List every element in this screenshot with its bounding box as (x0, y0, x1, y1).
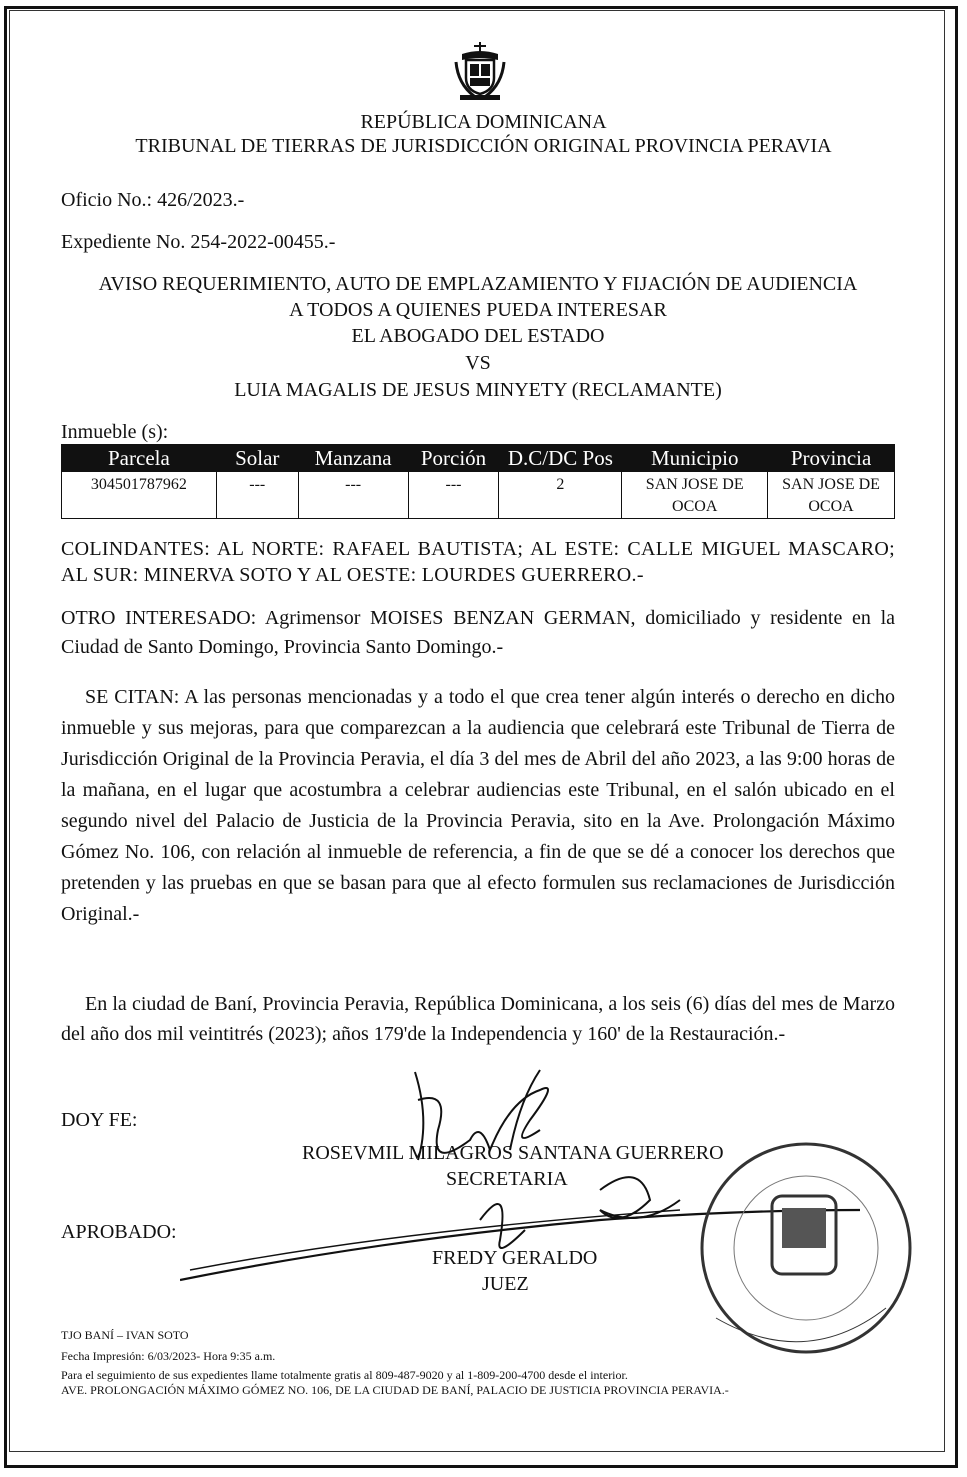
table-cell: SAN JOSE DE OCOA (622, 472, 768, 519)
table-header-cell: Provincia (768, 445, 895, 472)
table-header-cell: D.C/DC Pos (499, 445, 622, 472)
table-header-cell: Porción (408, 445, 499, 472)
table-row (62, 472, 895, 519)
otro-interesado-paragraph: OTRO INTERESADO: Agrimensor MOISES BENZAN GERMAN, domiciliado y residente en la Ciudad de Santo Domingo, Provincia Santo Domingo.- (61, 607, 895, 658)
header-country: REPÚBLICA DOMINICANA (360, 111, 607, 133)
se-citan-paragraph: SE CITAN: A las personas mencionadas y a todo el que crea tener algún interés o derecho en dicho inmueble y sus mejoras, para que comparezcan a la audiencia que celebrará este Tribunal de Tierra de Jurisdicción Original de la Provincia Peravia, el día 3 del mes de Abril del año 2023, a las 9:00 horas de la mañana, en el lugar que acostumbra a celebrar audiencias este Tribunal, en el salón ubicado en el segundo nivel del Palacio de Justicia de la Provincia Peravia, sito en la Ave. Prolongación Máximo Gómez No. 106, con relación al inmueble de referencia, a fin de que se dé a conocer los derechos que pretenden y las pruebas en que se basan para que al efecto formulen sus reclamaciones de Jurisdicción Original.- (61, 686, 895, 925)
header-tribunal: TRIBUNAL DE TIERRAS DE JURISDICCIÓN ORIGINAL PROVINCIA PERAVIA (135, 135, 832, 157)
expediente-number: Expediente No. 254-2022-00455.- (61, 231, 336, 253)
footer-author: TJO BANÍ – IVAN SOTO (61, 1328, 189, 1342)
footer-print-date: Fecha Impresión: 6/03/2023- Hora 9:35 a.m. (61, 1349, 276, 1363)
judge-title: JUEZ (482, 1273, 529, 1295)
table-header-cell: Manzana (298, 445, 408, 472)
table-header-cell: Municipio (622, 445, 768, 472)
judge-name: FREDY GERALDO (432, 1247, 598, 1269)
table-cell: 304501787962 (62, 472, 217, 519)
title-line-2: A TODOS A QUIENES PUEDA INTERESAR (289, 299, 667, 321)
secretary-title: SECRETARIA (446, 1168, 568, 1190)
oficio-number: Oficio No.: 426/2023.- (61, 189, 245, 211)
title-line-1: AVISO REQUERIMIENTO, AUTO DE EMPLAZAMIENTO Y FIJACIÓN DE AUDIENCIA (98, 273, 858, 295)
coat-of-arms-icon (452, 40, 508, 102)
title-line-5: LUIA MAGALIS DE JESUS MINYETY (RECLAMANTE) (234, 379, 722, 401)
table-cell: 2 (499, 472, 622, 519)
footer-phone-info: Para el seguimiento de sus expedientes llame totalmente gratis al 809-487-9020 y al 1-809-200-4700 desde el interior. (61, 1368, 628, 1382)
table-header-row (62, 445, 895, 472)
table-cell: --- (298, 472, 408, 519)
table-header-cell: Solar (216, 445, 298, 472)
inmueble-label: Inmueble (s): (61, 421, 169, 443)
title-line-4: VS (465, 352, 491, 374)
closing-paragraph: En la ciudad de Baní, Provincia Peravia, República Dominicana, a los seis (6) días del mes de Marzo del año dos mil veintitrés (2023); años 179'de la Independencia y 160' de la Restauración.- (61, 993, 895, 1045)
table-cell: --- (408, 472, 499, 519)
court-stamp-icon (686, 1108, 914, 1370)
colindantes-paragraph: COLINDANTES: AL NORTE: RAFAEL BAUTISTA; AL ESTE: CALLE MIGUEL MASCARO; AL SUR: MINERVA SOTO Y AL OESTE: LOURDES GUERRERO.- (61, 538, 895, 586)
doy-fe-label: DOY FE: (61, 1109, 138, 1131)
table-header-cell: Parcela (62, 445, 217, 472)
secretary-name: ROSEVMIL MILAGROS SANTANA GUERRERO (302, 1142, 724, 1164)
table-cell: --- (216, 472, 298, 519)
aprobado-label: APROBADO: (61, 1221, 177, 1243)
table-cell: SAN JOSE DE OCOA (768, 472, 895, 519)
title-line-3: EL ABOGADO DEL ESTADO (351, 325, 605, 347)
footer-address: AVE. PROLONGACIÓN MÁXIMO GÓMEZ NO. 106, DE LA CIUDAD DE BANÍ, PALACIO DE JUSTICIA PROVINCIA PERAVIA.- (61, 1383, 729, 1397)
inmueble-table (61, 444, 895, 519)
